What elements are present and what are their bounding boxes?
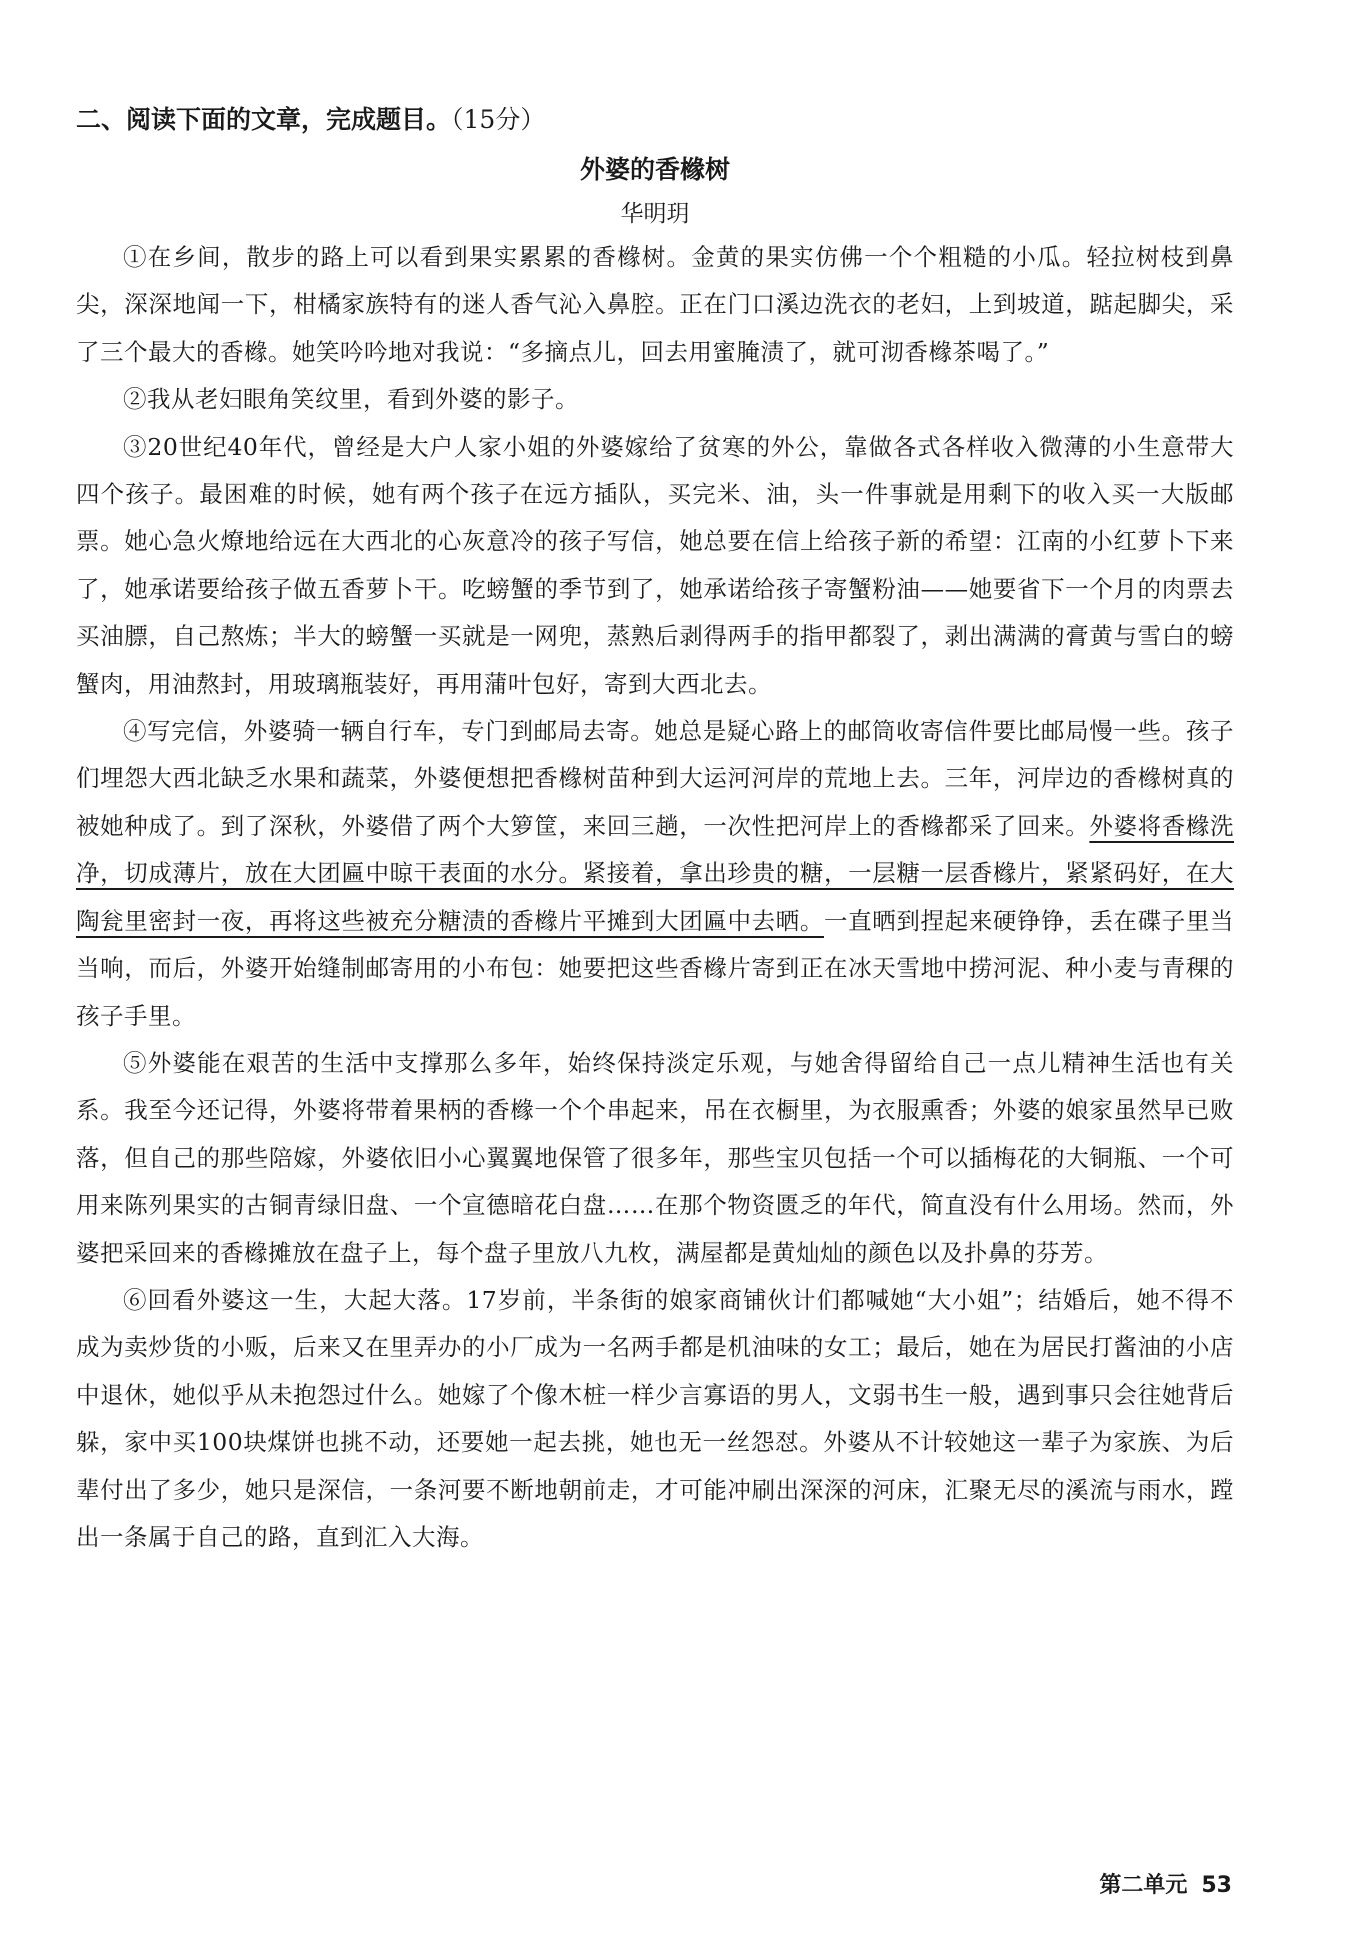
page-body — [76, 100, 1234, 1561]
article-title: 外婆的香橼树 — [579, 155, 730, 184]
paragraph-2: ②我从老妇眼角笑纹里，看到外婆的影子。 — [123, 385, 579, 414]
article-author: 华明玥 — [620, 201, 690, 227]
footer-unit: 第二单元 — [1099, 1873, 1188, 1898]
section-heading-text: 二、阅读下面的文章，完成题目。 — [76, 105, 452, 134]
paragraph-1: ①在乡间，散步的路上可以看到果实累累的香橼树。金黄的果实仿佛一个个粗糙的小瓜。轻拉树枝到鼻尖，深深地闻一下，柑橘家族特有的迷人香气沁入鼻腔。正在门口溪边洗衣的老妇，上到坡道，踮起脚尖，采了三个最大的香橼。她笑吟吟地对我说：“多摘点儿，回去用蜜腌渍了，就可沏香橼茶喝了。” — [76, 243, 1234, 366]
paragraph-3: ③20世纪40年代，曾经是大户人家小姐的外婆嫁给了贫寒的外公，靠做各式各样收入微薄的小生意带大四个孩子。最困难的时候，她有两个孩子在远方插队，买完米、油，头一件事就是用剩下的收入买一大版邮票。她心急火燎地给远在大西北的心灰意冷的孩子写信，她总要在信上给孩子新的希望：江南的小红萝卜下来了，她承诺要给孩子做五香萝卜干。吃螃蟹的季节到了，她承诺给孩子寄蟹粉油——她要省下一个月的肉票去买油膘，自己熬炼；半大的螃蟹一买就是一网兜，蒸熟后剥得两手的指甲都裂了，剥出满满的膏黄与雪白的螃蟹肉，用油熬封，用玻璃瓶装好，再用蒲叶包好，寄到大西北去。 — [76, 432, 1234, 698]
page-number: 53 — [1201, 1873, 1232, 1898]
section-score: （15分） — [451, 105, 546, 134]
paragraph-5: ⑤外婆能在艰苦的生活中支撑那么多年，始终保持淡定乐观，与她舍得留给自己一点儿精神生活也有关系。我至今还记得，外婆将带着果柄的香橼一个个串起来，吊在衣橱里，为衣服熏香；外婆的娘家虽然早已败落，但自己的那些陪嫁，外婆依旧小心翼翼地保管了很多年，那些宝贝包括一个可以插梅花的大铜瓶、一个可用来陈列果实的古铜青绿旧盘、一个宣德暗花白盘……在那个物资匮乏的年代，简直没有什么用场。然而，外婆把采回来的香橼摊放在盘子上，每个盘子里放八九枚，满屋都是黄灿灿的颜色以及扑鼻的芬芳。 — [76, 1048, 1234, 1267]
paragraph-4-before: ④写完信，外婆骑一辆自行车，专门到邮局去寄。她总是疑心路上的邮筒收寄信件要比邮局慢一些。孩子们埋怨大西北缺乏水果和蔬菜，外婆便想把香橼树苗种到大运河河岸的荒地上去。三年，河岸边的香橼树真的被她种成了。到了深秋，外婆借了两个大箩筐，来回三趟，一次性把河岸上的香橼都采了回来。 — [76, 717, 1234, 840]
paragraph-4-after: 一直晒到捏起来硬铮铮，丢在碟子里当当响，而后，外婆开始缝制邮寄用的小布包：她要把这些香橼片寄到正在冰天雪地中捞河泥、种小麦与青稞的孩子手里。 — [76, 906, 1235, 1030]
paragraph-6: ⑥回看外婆这一生，大起大落。17岁前，半条街的娘家商铺伙计们都喊她“大小姐”；结婚后，她不得不成为卖炒货的小贩，后来又在里弄办的小厂成为一名两手都是机油味的女工；最后，她在为居民打酱油的小店中退休，她似乎从未抱怨过什么。她嫁了个像木桩一样少言寡语的男人，文弱书生一般，遇到事只会往她背后躲，家中买100块煤饼也挑不动，还要她一起去挑，她也无一丝怨怼。外婆从不计较她这一辈子为家族、为后辈付出了多少，她只是深信，一条河要不断地朝前走，才可能冲刷出深深的河床，汇聚无尽的溪流与雨水，蹚出一条属于自己的路，直到汇入大海。 — [76, 1285, 1234, 1551]
page-footer — [1085, 1868, 1232, 1899]
paragraph-4 — [76, 708, 1234, 1040]
section-heading — [76, 100, 1234, 140]
paragraph-4-underlined-sentence: 外婆将香橼洗净，切成薄片，放在大团匾中晾干表面的水分。紧接着，拿出珍贵的糖，一层糖一层香橼片，紧紧码好，在大陶瓮里密封一夜，再将这些被充分糖渍的香橼片平摊到大团匾中去晒。 — [76, 811, 1235, 935]
